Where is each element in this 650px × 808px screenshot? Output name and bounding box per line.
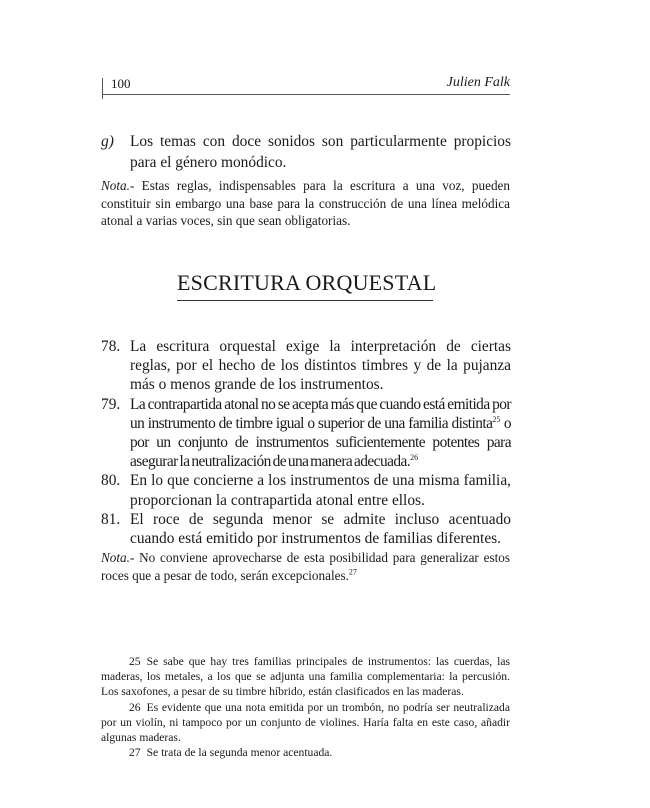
footnotes [101,654,510,760]
footnote-text: Se trata de la segunda menor acentuada. [146,746,333,760]
rule-text: El roce de segunda menor se admite incluso acentuado cuando está emitido por instrumentos de familias diferentes. [130,510,511,548]
rule-text-continued: o por un conjunto de instrumentos suficientemente potentes para asegurar la neutralización de una manera adecuada. [130,414,511,471]
footnote-number: 26 [129,700,141,714]
rule-80 [101,471,511,509]
footnote-ref: 26 [410,453,419,463]
footnote-ref: 25 [492,414,501,424]
rule-number: 78. [101,338,121,355]
rule-79 [101,395,511,472]
footnote [101,700,510,746]
running-header [102,74,510,95]
rule-78 [101,337,511,395]
footnote-number: 25 [129,655,141,668]
footnote-number: 27 [129,746,141,760]
rule-text: La contrapartida atonal no se acepta más que cuando está emitida por un instrumento de timbre igual o superior de una familia distinta [130,395,511,432]
rule-item-label: g) [101,133,114,150]
rule-item-g [101,131,511,173]
rule-81 [101,510,511,548]
footnote-text: Es evidente que una nota emitida por un trombón, no podría ser neutralizada por un violín, ni tampoco por un conjunto de violines. Haría falta en este caso, añadir algunas maderas. [101,700,510,745]
page-number: 100 [111,76,131,91]
note-label: Nota. [101,178,130,193]
note-text: - No conviene aprovecharse de esta posibilidad para generalizar estos roces que a pesar de todo, serán excepcionales. [101,550,510,583]
numbered-rules [101,337,511,548]
rule-text: La escritura orquestal exige la interpretación de ciertas reglas, por el hecho de los distintos timbres y de la pujanza más o menos grande de los instrumentos. [130,338,511,394]
footnote-text: Se sabe que hay tres familias principales de instrumentos: las cuerdas, las maderas, los metales, a los que se adjunta una familia complementaria: la percusión. Los saxofones, a pesar de su timbre híbrido, están clasificados en las maderas. [101,655,510,699]
header-vertical-rule [102,78,103,99]
rule-number: 79. [101,395,121,413]
note-paragraph [101,549,510,584]
rule-number: 81. [101,510,121,528]
note-text: - Estas reglas, indispensables para la escritura a una voz, pueden constituir sin embargo una base para la construcción de una línea melódica atonal a varias voces, sin que sean obligatorias. [101,178,510,228]
rule-number: 80. [101,472,121,490]
footnote [101,654,510,700]
running-author: Julien Falk [446,75,510,90]
rule-text: En lo que concierne a los instrumentos de una misma familia, proporcionan la contrapartida atonal entre ellos. [130,472,511,509]
section-title: ESCRITURA ORQUESTAL [177,270,433,301]
note-paragraph [101,177,510,230]
footnote [101,745,510,760]
note-label: Nota. [101,550,130,565]
footnote-ref: 27 [348,567,357,577]
rule-item-text: Los temas con doce sonidos son particularmente propicios para el género monódico. [130,133,511,171]
